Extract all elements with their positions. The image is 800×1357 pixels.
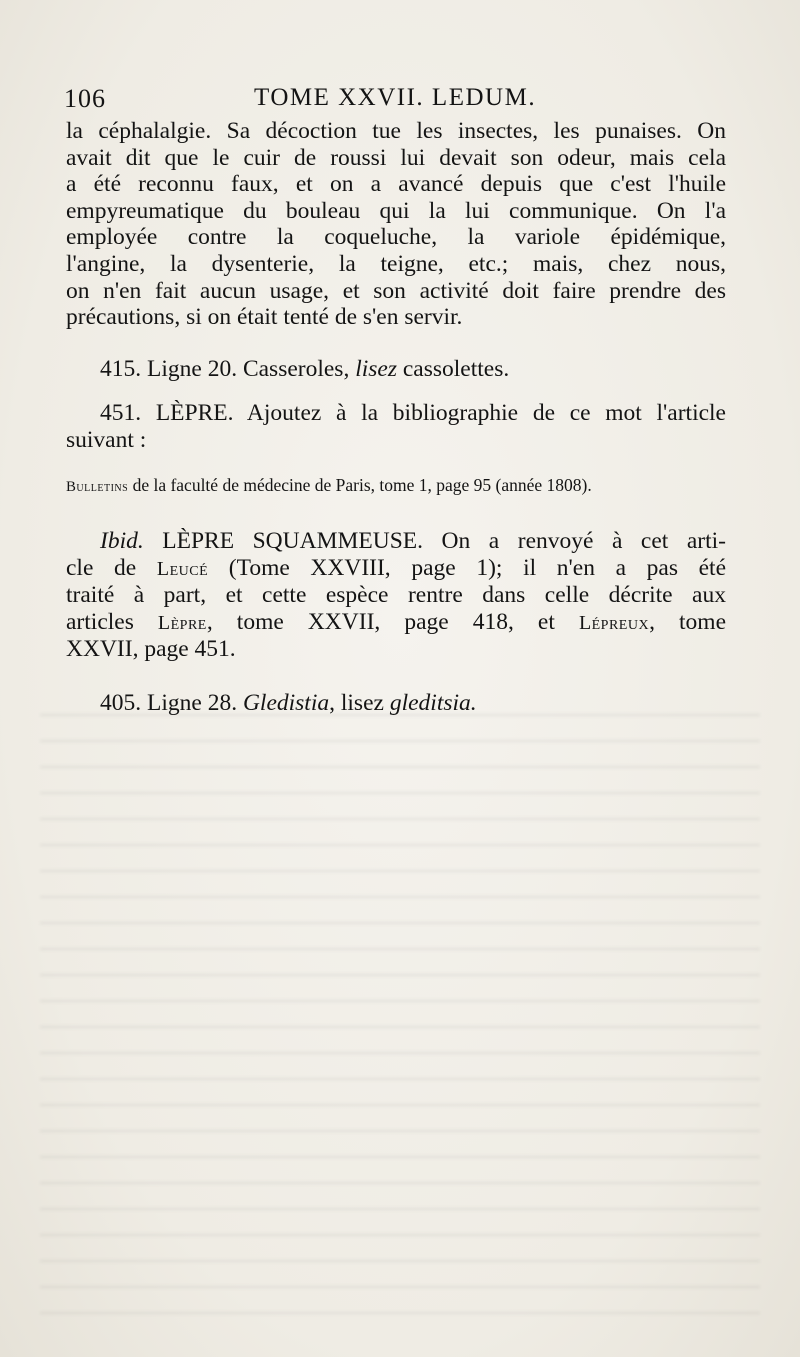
bibliography-reference [66, 474, 726, 498]
paragraph-line: a été reconnu faux, et on a avancé depuis que c'est l'huile [66, 171, 726, 198]
running-title: TOME XXVII. LEDUM. [254, 84, 537, 111]
entry-smallcaps: Leucé [156, 557, 209, 580]
entry-text: 405. Ligne 28. [100, 690, 238, 716]
entry-415 [100, 356, 720, 383]
entry-405 [100, 690, 720, 717]
entry-line [66, 528, 726, 555]
entry-smallcaps: Lèpre [157, 611, 207, 634]
paragraph-line: la céphalalgie. Sa décoction tue les insectes, les punaises. On [66, 118, 726, 144]
entry-text: (Tome XXVIII, page 1); il n'en a pas été [228, 554, 727, 581]
paragraph-line: l'angine, la dysenterie, la teigne, etc.; mais, chez nous, [66, 250, 726, 277]
entry-text: , tome XXVII, page 418, et [206, 608, 555, 635]
entry-line [66, 609, 726, 637]
bibliography-lead: Bulletins [66, 479, 129, 495]
entry-ibid [66, 528, 726, 663]
entry-italic: Gledistia [242, 690, 330, 716]
entry-text: cassolettes. [402, 356, 510, 382]
entry-line: traité à part, et cette espèce rentre dans celle décrite aux [66, 582, 726, 609]
entry-line [66, 555, 726, 583]
entry-text: , tome [649, 608, 727, 635]
running-head [64, 84, 744, 118]
entry-line: 451. LÈPRE. Ajoutez à la bibliographie de ce mot l'article [100, 400, 726, 426]
paragraph-line: précautions, si on était tenté de s'en servir. [66, 304, 463, 331]
entry-number: 415. [100, 356, 142, 382]
entry-451 [66, 400, 726, 453]
entry-italic: lisez [355, 356, 397, 382]
entry-italic: Ibid. [100, 528, 144, 554]
paragraph-line: avait dit que le cuir de roussi lui devait son odeur, mais cela [66, 144, 726, 171]
paragraph-line: empyreumatique du bouleau qui la lui communique. On l'a [66, 197, 726, 224]
entry-text: cle de [66, 554, 137, 581]
show-through-text [40, 700, 760, 1320]
entry-smallcaps: Lépreux [578, 611, 650, 634]
continued-paragraph [66, 118, 726, 331]
entry-text: , lisez [329, 690, 384, 716]
paragraph-line: on n'en fait aucun usage, et son activité doit faire prendre des [66, 277, 726, 304]
entry-text: Ligne 20. Casseroles, [147, 356, 350, 382]
bibliography-text: de la faculté de médecine de Paris, tome 1, page 95 (année 1808). [132, 475, 592, 495]
entry-text: articles [66, 608, 134, 635]
entry-line: XXVII, page 451. [66, 636, 236, 663]
paragraph-line: employée contre la coqueluche, la variole épidémique, [66, 224, 726, 251]
entry-italic: gleditsia. [389, 690, 477, 716]
page-number: 106 [64, 84, 106, 113]
entry-line: suivant : [66, 426, 147, 453]
entry-text: LÈPRE SQUAMMEUSE. On a renvoyé à cet arti- [162, 528, 726, 554]
